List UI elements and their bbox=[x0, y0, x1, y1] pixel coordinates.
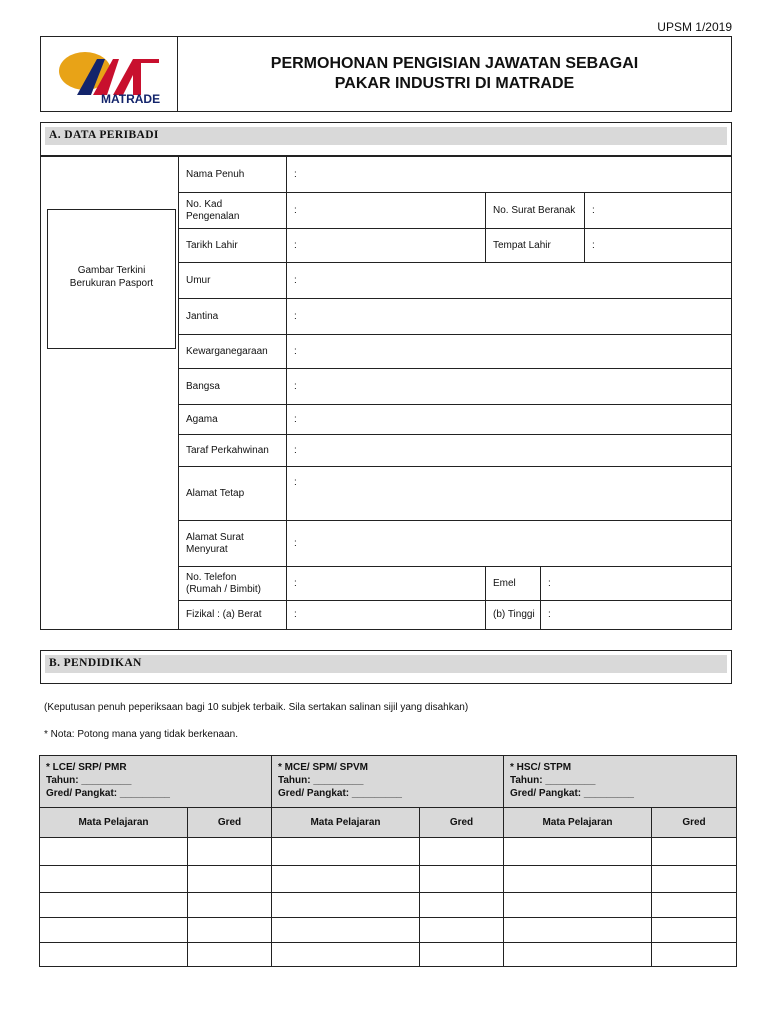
form-header bbox=[40, 36, 732, 112]
colon: : bbox=[548, 577, 551, 589]
label-agama: Agama bbox=[186, 413, 218, 425]
row-jantina bbox=[179, 299, 731, 335]
title-line-1: PERMOHONAN PENGISIAN JAWATAN SEBAGAI bbox=[270, 55, 639, 72]
input-jantina[interactable] bbox=[286, 299, 731, 334]
grade-input-cell[interactable] bbox=[652, 866, 736, 893]
subject-input-cell[interactable] bbox=[272, 893, 420, 918]
passport-photo-box[interactable] bbox=[47, 209, 176, 349]
group-header-spm: * MCE/ SPM/ SPVM Tahun: _________ Gred/ Pangkat: _________ bbox=[272, 756, 504, 808]
colon: : bbox=[294, 204, 297, 216]
label-tempat-lahir: Tempat Lahir bbox=[485, 229, 584, 262]
subject-input-cell[interactable] bbox=[40, 866, 188, 893]
colon: : bbox=[548, 609, 551, 620]
grade-input-cell[interactable] bbox=[652, 893, 736, 918]
grade-input-cell[interactable] bbox=[420, 943, 504, 966]
row-kewarganegaraan bbox=[179, 335, 731, 369]
input-kewarganegaraan[interactable] bbox=[286, 335, 731, 368]
col-header-subject: Mata Pelajaran bbox=[40, 808, 188, 838]
grade-input-cell[interactable] bbox=[420, 893, 504, 918]
row-tarikh-lahir bbox=[179, 229, 731, 263]
row-bangsa bbox=[179, 369, 731, 405]
group-header-stpm: * HSC/ STPM Tahun: _________ Gred/ Pangkat: _________ bbox=[504, 756, 736, 808]
label-tinggi: (b) Tinggi bbox=[485, 601, 540, 629]
colon: : bbox=[294, 477, 297, 488]
colon: : bbox=[294, 168, 297, 180]
row-no-kad bbox=[179, 193, 731, 229]
grade-input-cell[interactable] bbox=[652, 918, 736, 943]
label-fizikal-berat: Fizikal : (a) Berat bbox=[186, 609, 262, 620]
subject-input-cell[interactable] bbox=[272, 838, 420, 866]
row-umur bbox=[179, 263, 731, 299]
grade-input-cell[interactable] bbox=[652, 943, 736, 966]
label-nama-penuh: Nama Penuh bbox=[186, 168, 245, 180]
row-alamat-tetap bbox=[179, 467, 731, 521]
colon: : bbox=[592, 204, 595, 216]
section-band bbox=[45, 655, 727, 673]
matrade-logo bbox=[41, 37, 178, 111]
col-header-grade: Gred bbox=[652, 808, 736, 838]
row-taraf-perkahwinan bbox=[179, 435, 731, 467]
label-umur: Umur bbox=[186, 274, 211, 286]
label-jantina: Jantina bbox=[186, 310, 219, 322]
label-alamat-surat: Alamat Surat Menyurat bbox=[186, 531, 244, 555]
label-kewarganegaraan: Kewarganegaraan bbox=[186, 345, 268, 357]
subject-input-cell[interactable] bbox=[272, 943, 420, 966]
logo-cell bbox=[41, 37, 178, 111]
form-title bbox=[178, 37, 731, 111]
colon: : bbox=[294, 345, 297, 357]
education-table bbox=[39, 755, 737, 967]
label-emel: Emel bbox=[485, 567, 540, 600]
col-header-grade: Gred bbox=[188, 808, 272, 838]
colon: : bbox=[294, 577, 297, 589]
section-b-label: B. PENDIDIKAN bbox=[49, 657, 142, 669]
label-alamat-tetap: Alamat Tetap bbox=[186, 487, 245, 499]
strike-note: * Nota: Potong mana yang tidak berkenaan. bbox=[44, 729, 239, 740]
colon: : bbox=[294, 609, 297, 620]
photo-label-1: Gambar Terkini bbox=[77, 265, 146, 276]
input-alamat-surat[interactable] bbox=[286, 521, 731, 566]
input-tinggi[interactable] bbox=[540, 601, 731, 629]
row-no-telefon bbox=[179, 567, 731, 601]
personal-data-form bbox=[40, 156, 732, 630]
colon: : bbox=[294, 444, 297, 456]
title-line-2: PAKAR INDUSTRI DI MATRADE bbox=[334, 75, 575, 92]
section-b-header bbox=[40, 650, 732, 684]
photo-label-2: Berukuran Pasport bbox=[69, 278, 154, 289]
input-umur[interactable] bbox=[286, 263, 731, 298]
label-no-kad: No. Kad Pengenalan bbox=[186, 198, 240, 222]
input-alamat-tetap[interactable] bbox=[286, 467, 731, 520]
col-header-subject: Mata Pelajaran bbox=[504, 808, 652, 838]
grade-input-cell[interactable] bbox=[188, 866, 272, 893]
subject-input-cell[interactable] bbox=[272, 866, 420, 893]
input-no-telefon[interactable] bbox=[286, 567, 485, 600]
label-tarikh-lahir: Tarikh Lahir bbox=[186, 239, 238, 251]
grade-input-cell[interactable] bbox=[652, 838, 736, 866]
subject-input-cell[interactable] bbox=[504, 918, 652, 943]
row-agama bbox=[179, 405, 731, 435]
input-tempat-lahir[interactable] bbox=[584, 229, 731, 262]
education-note: (Keputusan penuh peperiksaan bagi 10 subjek terbaik. Sila sertakan salinan sijil yang disahkan) bbox=[44, 702, 469, 713]
input-nama-penuh[interactable] bbox=[286, 157, 731, 192]
photo-column bbox=[41, 157, 179, 629]
label-no-surat-beranak: No. Surat Beranak bbox=[485, 193, 584, 228]
logo-text: MATRADE bbox=[101, 92, 161, 106]
grade-input-cell[interactable] bbox=[420, 838, 504, 866]
section-a-label: A. DATA PERIBADI bbox=[49, 129, 159, 141]
subject-input-cell[interactable] bbox=[272, 918, 420, 943]
input-agama[interactable] bbox=[286, 405, 731, 434]
row-nama-penuh bbox=[179, 157, 731, 193]
subject-input-cell[interactable] bbox=[504, 943, 652, 966]
label-no-telefon: No. Telefon (Rumah / Bimbit) bbox=[186, 571, 262, 595]
grade-input-cell[interactable] bbox=[188, 838, 272, 866]
row-alamat-surat bbox=[179, 521, 731, 567]
col-header-subject: Mata Pelajaran bbox=[272, 808, 420, 838]
subject-input-cell[interactable] bbox=[504, 893, 652, 918]
subject-input-cell[interactable] bbox=[40, 943, 188, 966]
colon: : bbox=[294, 413, 297, 425]
col-header-grade: Gred bbox=[420, 808, 504, 838]
subject-input-cell[interactable] bbox=[40, 893, 188, 918]
input-berat[interactable] bbox=[286, 601, 485, 629]
subject-input-cell[interactable] bbox=[504, 838, 652, 866]
colon: : bbox=[294, 274, 297, 286]
colon: : bbox=[294, 537, 297, 549]
subject-input-cell[interactable] bbox=[40, 838, 188, 866]
grade-input-cell[interactable] bbox=[420, 918, 504, 943]
colon: : bbox=[294, 239, 297, 251]
grade-input-cell[interactable] bbox=[420, 866, 504, 893]
document-code: UPSM 1/2019 bbox=[657, 20, 732, 34]
grade-input-cell[interactable] bbox=[188, 918, 272, 943]
input-taraf-perkahwinan[interactable] bbox=[286, 435, 731, 466]
input-no-surat-beranak[interactable] bbox=[584, 193, 731, 228]
row-fizikal bbox=[179, 601, 731, 629]
colon: : bbox=[592, 239, 595, 251]
group-header-pmr: * LCE/ SRP/ PMR Tahun: _________ Gred/ Pangkat: _________ bbox=[40, 756, 272, 808]
input-no-kad[interactable] bbox=[286, 193, 485, 228]
grade-input-cell[interactable] bbox=[188, 943, 272, 966]
grade-input-cell[interactable] bbox=[188, 893, 272, 918]
label-taraf-perkahwinan: Taraf Perkahwinan bbox=[186, 444, 269, 456]
input-emel[interactable] bbox=[540, 567, 731, 600]
section-a-header bbox=[40, 122, 732, 156]
subject-input-cell[interactable] bbox=[40, 918, 188, 943]
label-bangsa: Bangsa bbox=[186, 380, 220, 392]
subject-input-cell[interactable] bbox=[504, 866, 652, 893]
input-tarikh-lahir[interactable] bbox=[286, 229, 485, 262]
input-bangsa[interactable] bbox=[286, 369, 731, 404]
colon: : bbox=[294, 380, 297, 392]
colon: : bbox=[294, 310, 297, 322]
